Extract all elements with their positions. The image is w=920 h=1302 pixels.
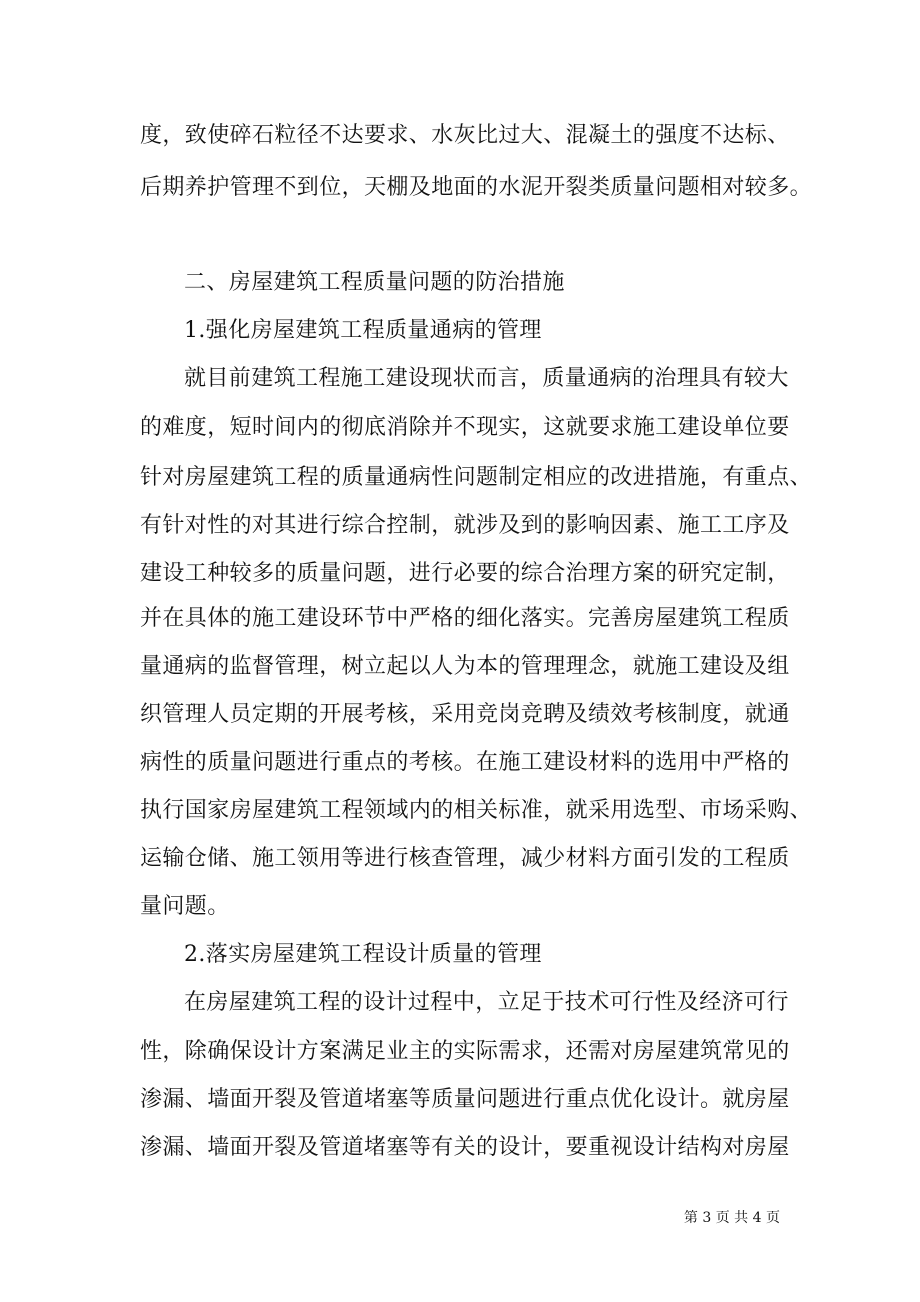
body-text-line: 运输仓储、施工领用等进行核查管理，减少材料方面引发的工程质 bbox=[140, 846, 790, 871]
body-text-line: 性，除确保设计方案满足业主的实际需求，还需对房屋建筑常见的 bbox=[140, 1039, 790, 1064]
body-text-line: 建设工种较多的质量问题，进行必要的综合治理方案的研究定制， bbox=[140, 561, 790, 586]
body-text-line: 渗漏、墙面开裂及管道堵塞等有关的设计，要重视设计结构对房屋 bbox=[140, 1135, 790, 1160]
body-text-line: 执行国家房屋建筑工程领域内的相关标准，就采用选型、市场采购、 bbox=[140, 798, 813, 823]
body-text-line: 量通病的监督管理，树立起以人为本的管理理念，就施工建设及组 bbox=[140, 654, 790, 679]
body-text-line: 织管理人员定期的开展考核，采用竞岗竞聘及绩效考核制度，就通 bbox=[140, 702, 790, 727]
subsection-heading: 2.落实房屋建筑工程设计质量的管理 bbox=[184, 942, 542, 967]
section-heading: 二、房屋建筑工程质量问题的防治措施 bbox=[184, 270, 565, 295]
body-text-line: 渗漏、墙面开裂及管道堵塞等质量问题进行重点优化设计。就房屋 bbox=[140, 1087, 790, 1112]
body-text-line: 病性的质量问题进行重点的考核。在施工建设材料的选用中严格的 bbox=[140, 750, 790, 775]
body-text-line: 的难度，短时间内的彻底消除并不现实，这就要求施工建设单位要 bbox=[140, 415, 790, 440]
body-text-line: 后期养护管理不到位，天棚及地面的水泥开裂类质量问题相对较多。 bbox=[140, 175, 813, 200]
body-text-line: 有针对性的对其进行综合控制，就涉及到的影响因素、施工工序及 bbox=[140, 513, 790, 538]
body-text-line: 就目前建筑工程施工建设现状而言，质量通病的治理具有较大 bbox=[184, 366, 789, 391]
body-text-line: 针对房屋建筑工程的质量通病性问题制定相应的改进措施，有重点、 bbox=[140, 465, 813, 490]
subsection-heading: 1.强化房屋建筑工程质量通病的管理 bbox=[184, 318, 542, 343]
body-text-line: 在房屋建筑工程的设计过程中，立足于技术可行性及经济可行 bbox=[184, 990, 789, 1015]
body-text-line: 并在具体的施工建设环节中严格的细化落实。完善房屋建筑工程质 bbox=[140, 606, 790, 631]
body-text-line: 度，致使碎石粒径不达要求、水灰比过大、混凝土的强度不达标、 bbox=[140, 123, 790, 148]
page-number: 第 3 页 共 4 页 bbox=[683, 1210, 780, 1226]
body-text-line: 量问题。 bbox=[140, 894, 230, 919]
